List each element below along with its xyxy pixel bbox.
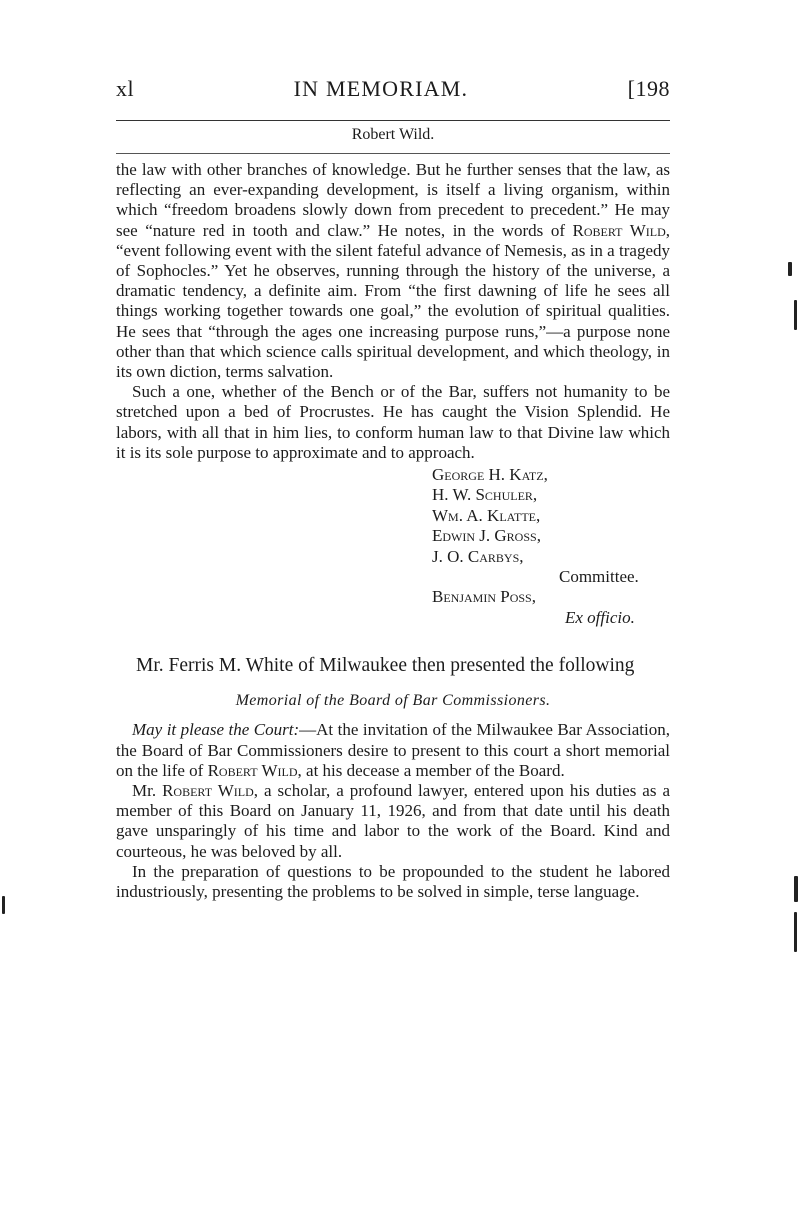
- signer: J. O. Carbys,: [432, 546, 524, 566]
- paragraph-1: the law with other branches of knowledge. But he further senses that the law, as reflecting an ever-expanding development, is itself a living organism, within which “freedom broadens slowly down from precedent to precedent.” He may see “nature red in tooth and claw.” He notes, in the words of Robert Wild, “event following event with the silent fateful advance of Nemesis, as in a tragedy of Sophocles.” Yet he observes, running through the history of the universe, a dramatic tendency, a definite aim. From “the first dawning of life he sees all things working together towards one goal,” the evolution of spiritual qualities. He sees that “through the ages one increasing purpose runs,”—a purpose none other than that which science calls spiritual development, and which theology, in its own diction, terms salvation.: [116, 160, 670, 382]
- signer: Wm. A. Klatte,: [432, 505, 541, 525]
- paragraph-5: In the preparation of questions to be propounded to the student he labored industriously, presenting the problems to be solved in simple, terse language.: [116, 861, 670, 901]
- signer: George H. Katz,: [432, 465, 548, 485]
- intro-paragraph: Mr. Ferris M. White of Milwaukee then presented the following: [136, 655, 635, 677]
- scan-mark: [794, 876, 798, 902]
- header-rule: [116, 120, 670, 121]
- page-title: IN MEMORIAM.: [293, 76, 469, 101]
- person-name: Robert Wild: [162, 780, 254, 800]
- scan-mark: [788, 262, 792, 276]
- scan-mark: [794, 300, 797, 330]
- person-name: Robert Wild: [207, 760, 298, 780]
- signature-block: [432, 465, 670, 628]
- section-subtitle: Robert Wild.: [351, 126, 435, 143]
- person-name: Robert Wild: [572, 220, 666, 240]
- signer: Benjamin Poss,: [432, 587, 536, 607]
- memorial-title: Memorial of the Board of Bar Commissioners.: [235, 692, 551, 710]
- committee-label: Committee.: [559, 567, 639, 587]
- paragraph-4: Mr. Robert Wild, a scholar, a profound lawyer, entered upon his duties as a member of this Board on January 11, 1926, and from that date until his death gave unsparingly of his time and labor to the work of the Board. Kind and courteous, he was beloved by all.: [116, 780, 671, 861]
- salutation: May it please the Court:: [132, 720, 300, 740]
- running-head: [116, 76, 670, 106]
- signer: H. W. Schuler,: [432, 485, 538, 505]
- ex-officio-label: Ex officio.: [565, 607, 635, 627]
- subtitle-rule: [116, 153, 670, 154]
- paragraph-3: May it please the Court:—At the invitation of the Milwaukee Bar Association, the Board of Bar Commissioners desire to present to this court a short memorial on the life of Robert Wild, at his decease a member of the Board.: [116, 720, 670, 780]
- scan-mark: [2, 896, 5, 914]
- folio-left: xl: [116, 76, 135, 101]
- page: [116, 76, 670, 902]
- signer: Edwin J. Gross,: [432, 526, 541, 546]
- folio-right: [198: [627, 76, 670, 101]
- paragraph-2: Such a one, whether of the Bench or of the Bar, suffers not humanity to be stretched upon a bed of Procrustes. He has caught the Vision Splendid. He labors, with all that in him lies, to conform human law to that Divine law which it is its sole purpose to approximate and to approach.: [116, 382, 670, 462]
- scan-mark: [794, 912, 797, 952]
